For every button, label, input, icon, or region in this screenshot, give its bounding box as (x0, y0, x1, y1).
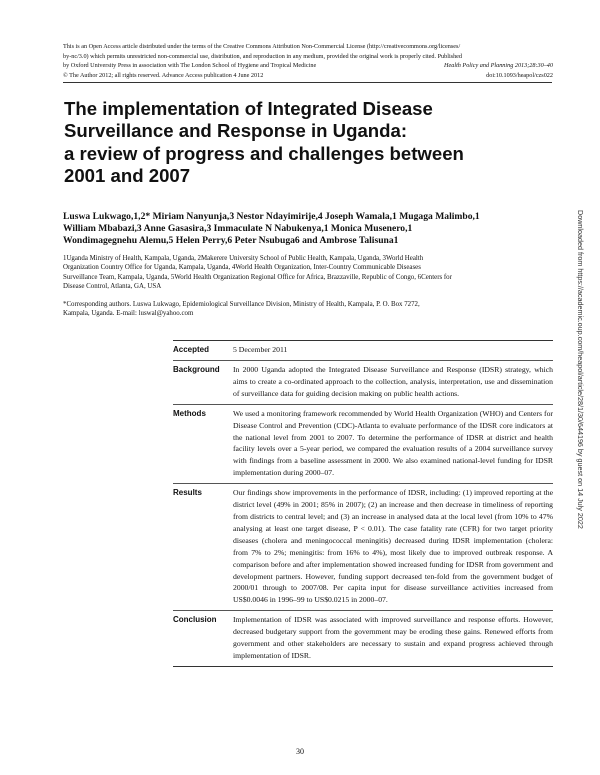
abstract-bottom-rule (173, 666, 553, 667)
abstract-divider (173, 404, 553, 405)
abstract-methods-row (173, 408, 553, 479)
background-text: In 2000 Uganda adopted the Integrated Disease Surveillance and Response (IDSR) strategy, which aims to create a co-ordinated approach to the collection, analysis, interpretation, use and dissemination of surveillance data for guiding decision making on public health actions. (233, 365, 553, 398)
license-line-1: This is an Open Access article distributed under the terms of the Creative Commons Attribution Non-Commercial License (http://creativecommons.org/licenses/ (63, 43, 461, 50)
accepted-label: Accepted (173, 345, 210, 354)
abstract-background-row (173, 364, 553, 400)
license-line-3-row (63, 61, 553, 71)
journal-reference: Health Policy and Planning 2013;28:30–40 (444, 62, 553, 70)
title-line-2: Surveillance and Response in Uganda: (64, 120, 408, 142)
abstract-conclusion-row (173, 614, 553, 662)
corresponding-line-2: Kampala, Uganda. E-mail: luswal@yahoo.com (63, 310, 194, 318)
doi-link[interactable]: doi:10.1093/heapol/czs022 (486, 71, 553, 79)
license-notice (63, 42, 553, 80)
affiliation-line-3: Surveillance Team, Kampala, Uganda, 5World Health Organization Regional Office for Africa, Brazzaville, Republic of Congo, 6Centers for (63, 273, 452, 281)
conclusion-label: Conclusion (173, 615, 217, 625)
header-rule (63, 82, 552, 83)
affiliations (63, 254, 553, 291)
authors-line-1: Luswa Lukwago,1,2* Miriam Nanyunja,3 Nestor Ndayimirije,4 Joseph Wamala,1 Mugaga Malimbo,1 (63, 211, 480, 222)
abstract-box (173, 340, 553, 670)
title-line-4: 2001 and 2007 (64, 165, 191, 187)
license-line-3: by Oxford University Press in association with The London School of Hygiene and Tropical Medicine (63, 62, 317, 70)
affiliation-line-4: Disease Control, Atlanta, GA, USA (63, 282, 162, 290)
license-line-2: by-nc/3.0) which permits unrestricted non-commercial use, distribution, and reproduction in any medium, provided the original work is properly cited. Published (63, 52, 463, 60)
accepted-date: 5 December 2011 (233, 345, 288, 354)
corresponding-line-1: *Corresponding authors. Luswa Lukwago, Epidemiological Surveillance Division, Ministry of Health, Kampala, P. O. Box 7272, (63, 301, 420, 308)
authors-line-3: Wondimagegnehu Alemu,5 Helen Perry,6 Peter Nsubuga6 and Ambrose Talisuna1 (63, 234, 399, 246)
results-text: Our findings show improvements in the performance of IDSR, including: (1) improved reporting at the district level (49% in 2001; 85% in 2007); (2) an increase and then decrease in timeliness of reporting from districts to central level; and (3) an increase in analysed data at the local level (from 10% to 47% analysing at least one target disease, P < 0.01). The case fatality rate (CFR) for two target priority diseases (cholera and meningococcal meningitis) decreased during IDSR implementation (cholera: from 7% to 2%; meningitis: from 16% to 4%), most likely due to improved outbreak response. A comparison before and after implementation showed increased funding for IDSR from government and development partners. However, funding support decreased ten-fold from the government budget of 2000/01 through to 2007/08. Per capita input for disease surveillance activities increased from US$0.0046 in 1996–99 to US$0.0215 in 2000–07. (233, 488, 553, 605)
authors-line-2: William Mbabazi,3 Anne Gasasira,3 Immaculate N Nabukenya,1 Monica Musenero,1 (63, 222, 413, 234)
methods-text: We used a monitoring framework recommended by World Health Organization (WHO) and Centers for Disease Control and Prevention (CDC)-Atlanta to evaluate performance of the IDSR core indicators at the national level from 2001 to 2007. To determine the performance of IDSR at district and health facility levels over a 5-year period, we compared the evaluation results of a 2004 surveillance survey with findings from a baseline assessment in 2000. We also examined national-level funding for IDSR implementation during 2000–07. (233, 408, 553, 478)
methods-label: Methods (173, 408, 206, 418)
abstract-divider (173, 610, 553, 611)
abstract-accepted-row (173, 344, 553, 356)
abstract-results-row (173, 487, 553, 606)
results-label: Results (173, 488, 202, 498)
affiliation-line-1: 1Uganda Ministry of Health, Kampala, Uganda, 2Makerere University School of Public Health, Kampala, Uganda, 3World Health (63, 255, 424, 262)
article-title (64, 98, 544, 188)
page-number: 30 (296, 747, 304, 756)
abstract-divider (173, 483, 553, 484)
corresponding-author (63, 300, 553, 319)
affiliation-line-2: Organization Country Office for Uganda, Kampala, Uganda, 4World Health Organization, Inter-Country Communicable Diseases (63, 264, 421, 272)
download-watermark (574, 210, 588, 600)
abstract-top-rule (173, 340, 553, 341)
copyright-notice: © The Author 2012; all rights reserved. Advance Access publication 4 June 2012 (63, 71, 264, 79)
download-watermark-text: Downloaded from https://academic.oup.com/heapol/article/28/1/30/644196 by guest on 14 July 2022 (576, 210, 585, 529)
abstract-divider (173, 360, 553, 361)
title-line-3: a review of progress and challenges between (64, 142, 464, 164)
conclusion-text: Implementation of IDSR was associated with improved surveillance and response efforts. However, decreased budgetary support from the government may be eroding these gains. Renewed efforts from government and other stakeholders are necessary to sustain and expand progress achieved through implementation of IDSR. (233, 615, 553, 660)
author-list (63, 211, 553, 247)
copyright-row (63, 71, 553, 81)
title-line-1: The implementation of Integrated Disease (64, 98, 433, 119)
background-label: Background (173, 365, 220, 374)
